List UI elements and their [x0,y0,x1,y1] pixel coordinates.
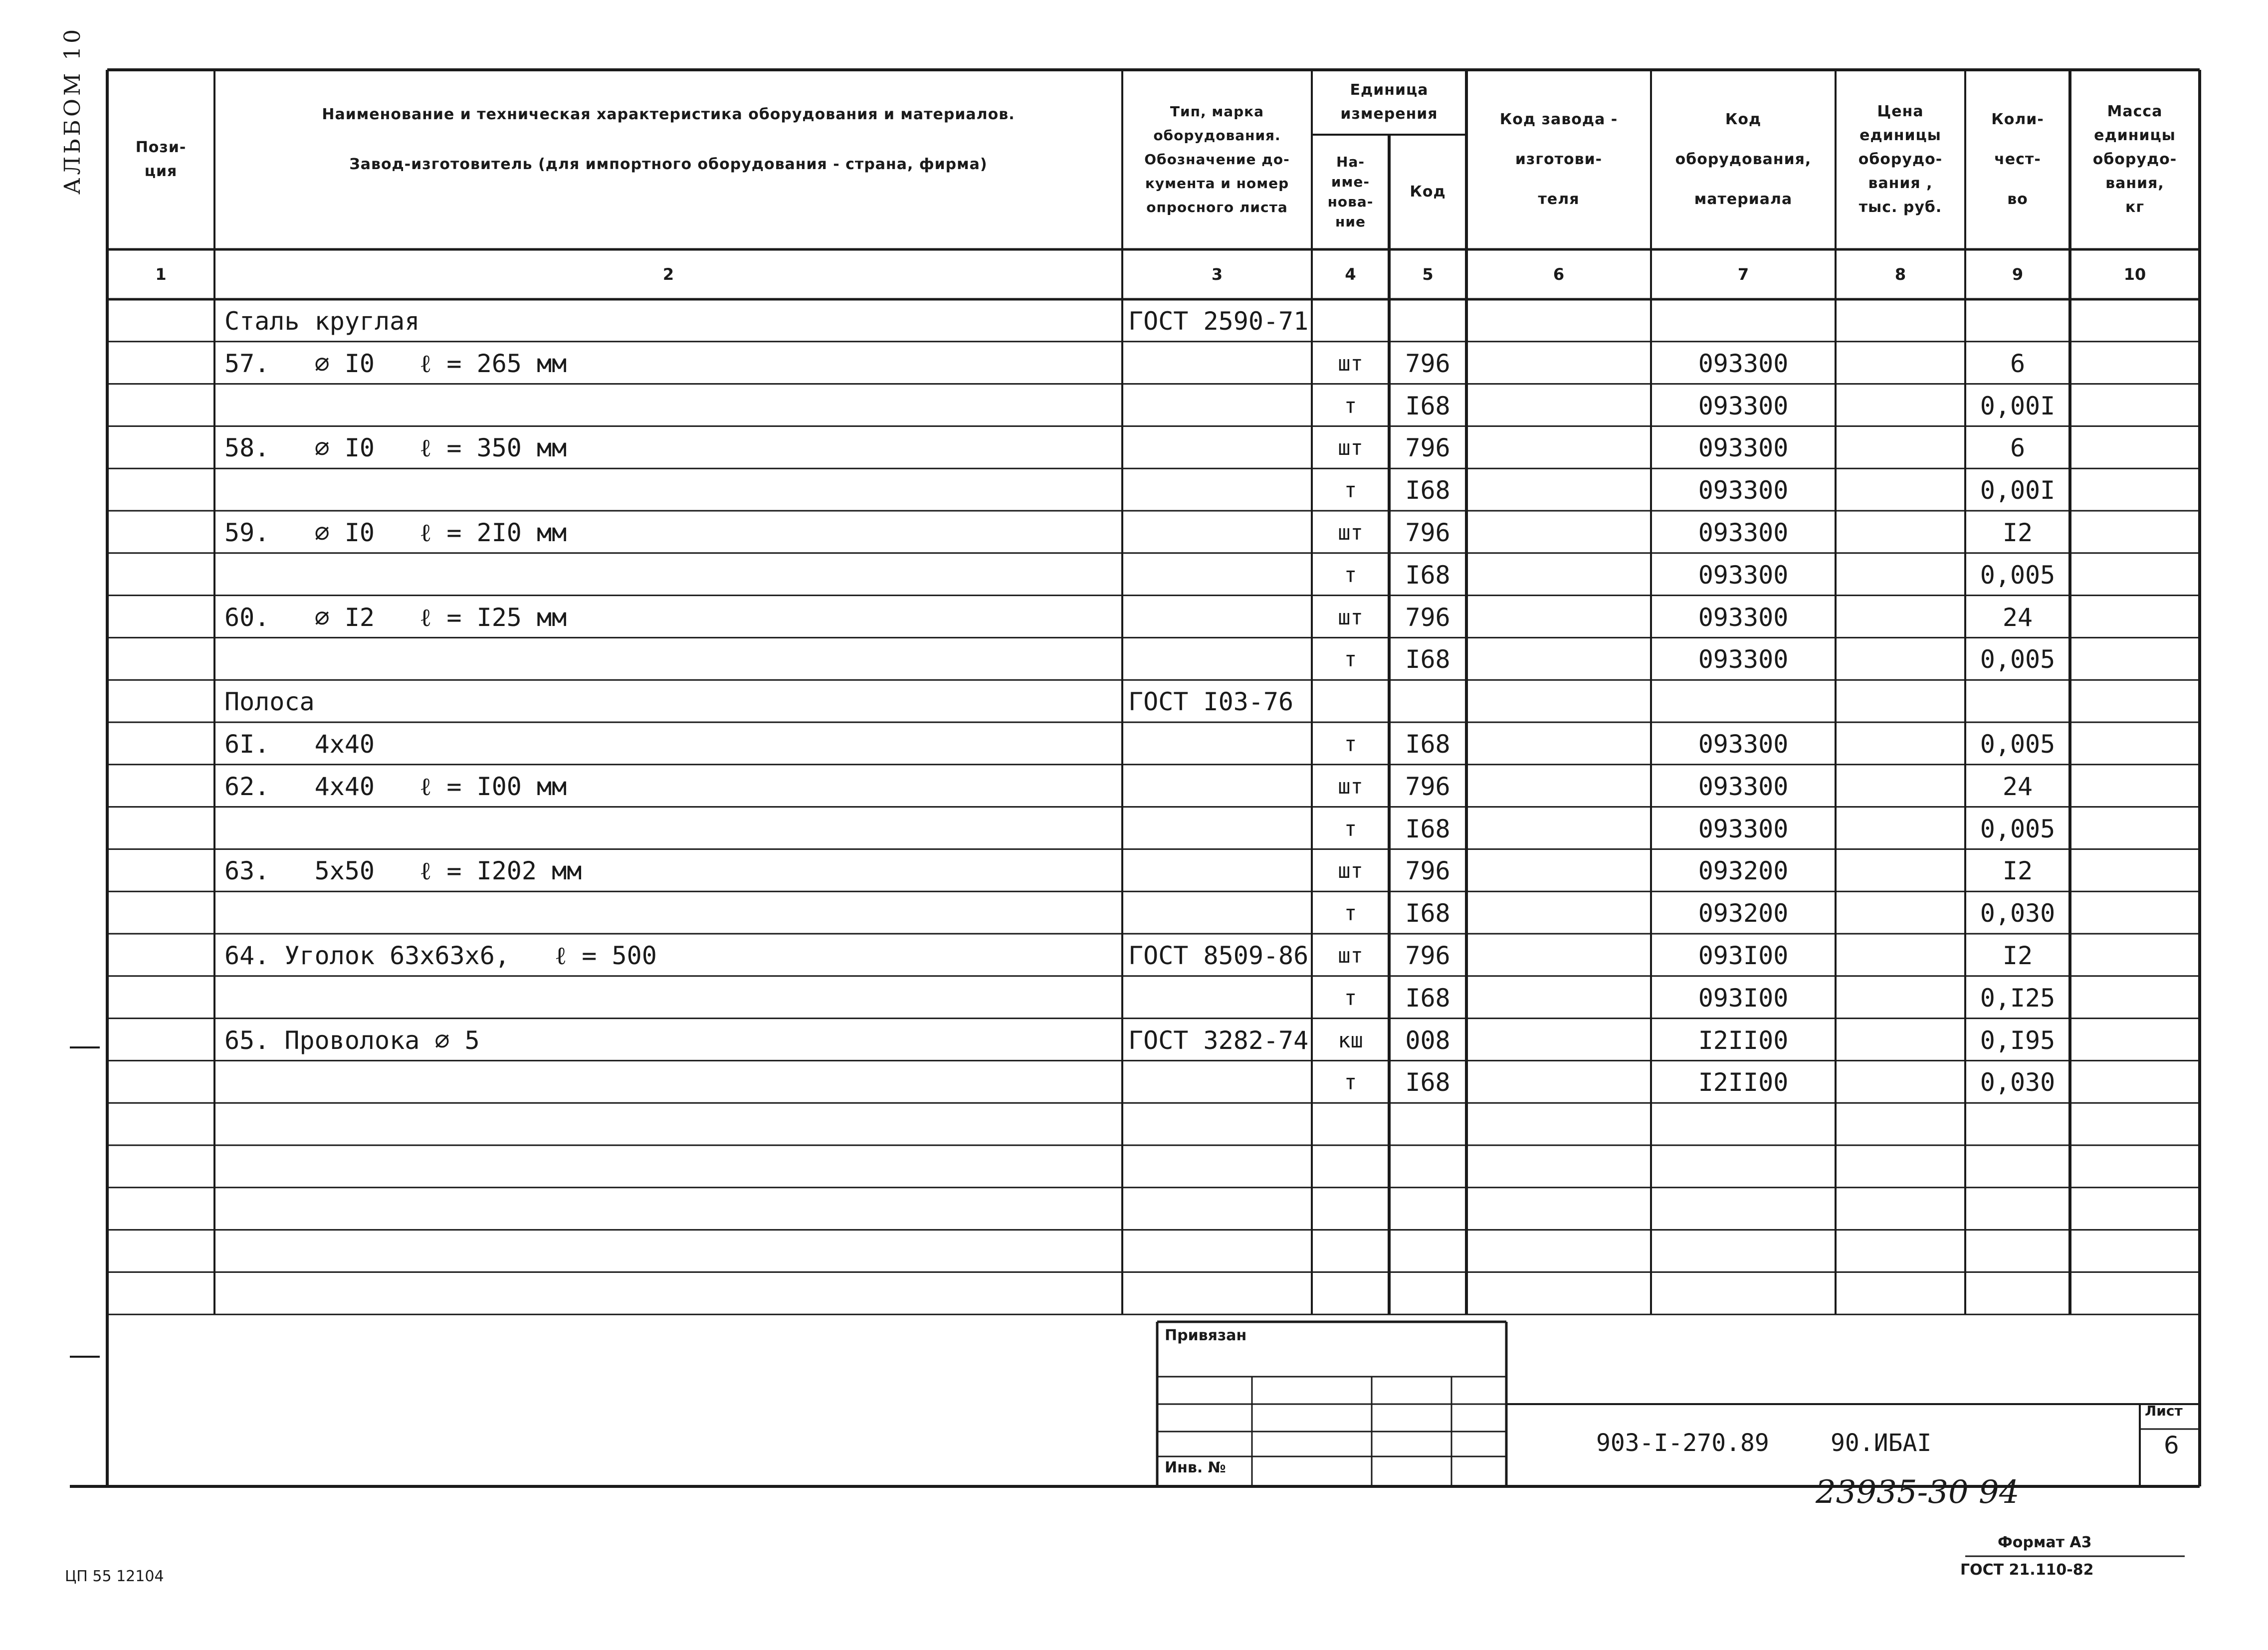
inventory-label: Инв. № [1165,1459,1226,1476]
table-row [0,807,2268,849]
item-unit: шт [1338,858,1363,883]
item-quantity: 6 [2010,349,2026,378]
item-material-code: 093300 [1698,476,1789,505]
item-material-code: 093200 [1698,856,1789,886]
item-quantity: I2 [2002,856,2033,886]
item-quantity: 0,I95 [1980,1026,2056,1055]
table-row [0,1060,2268,1103]
item-name: 58. ∅ I0 ℓ = 350 мм [224,433,567,463]
table-row [0,1019,2268,1061]
column-number: 2 [662,265,674,284]
table-row [0,891,2268,934]
item-name: 64. Уголок 63x63x6, ℓ = 500 [224,941,657,970]
column-number: 10 [2123,265,2146,284]
item-unit-code: 796 [1405,856,1450,886]
print-reference: ЦП 55 12104 [65,1568,164,1585]
item-name: 63. 5x50 ℓ = I202 мм [224,856,582,886]
table-row [0,680,2268,722]
header-price: Цена единицы оборудо- вания , тыс. руб. [1858,103,1943,216]
item-material-code: I2II00 [1698,1026,1789,1055]
table-row [0,384,2268,426]
header-unit-code: Код [1410,183,1446,201]
header-factory-code: Код завода - изготови- теля [1499,111,1618,208]
item-name: 6I. 4x40 [224,730,375,759]
item-unit: т [1344,478,1357,503]
table-row [0,342,2268,384]
item-unit-code: I68 [1405,645,1450,674]
item-quantity: 0,00I [1980,391,2056,420]
column-number: 4 [1345,265,1356,284]
item-unit: т [1344,393,1357,418]
item-quantity: 0,I25 [1980,983,2056,1013]
sheet-label: Лист [2145,1403,2183,1419]
album-code: 90.ИБАI [1831,1429,1932,1457]
item-material-code: 093I00 [1698,941,1789,970]
item-material-code: 093300 [1698,560,1789,590]
item-material-code: 093300 [1698,814,1789,843]
item-name: Полоса [224,687,315,717]
table-row [0,765,2268,807]
item-document: ГОСТ 3282-74 [1128,1026,1309,1055]
column-number: 6 [1553,265,1565,284]
header-mass: Масса единицы оборудо- вания, кг [2092,103,2177,216]
album-side-label: АЛЬБОМ 10 [60,26,85,195]
table-row [0,1103,2268,1145]
table-row [0,722,2268,765]
header-name-line2: Завод-изготовитель (для импортного оборудования - страна, фирма) [349,156,988,173]
table-row [0,1230,2268,1272]
table-row [0,976,2268,1019]
item-unit: т [1344,732,1357,756]
item-quantity: 0,00I [1980,476,2056,505]
header-unit-group: Единица измерения [1340,81,1438,123]
table-row [0,1145,2268,1188]
table-row [0,511,2268,553]
handwritten-number: 23935-30 94 [1816,1474,2020,1511]
item-quantity: 0,005 [1980,814,2056,843]
item-material-code: 093300 [1698,603,1789,632]
item-unit: шт [1338,605,1363,629]
column-number: 3 [1211,265,1223,284]
item-unit-code: I68 [1405,730,1450,759]
item-name: 57. ∅ I0 ℓ = 265 мм [224,349,567,378]
item-unit: т [1344,647,1357,672]
item-material-code: 093300 [1698,518,1789,547]
item-unit: т [1344,901,1357,926]
sheet-number: 6 [2164,1432,2179,1459]
table-row [0,1272,2268,1314]
item-quantity: 0,030 [1980,1068,2056,1097]
item-unit-code: 796 [1405,772,1450,801]
item-document: ГОСТ 8509-86 [1128,941,1309,970]
item-unit: т [1344,562,1357,587]
header-quantity: Коли- чест- во [1991,111,2044,208]
item-unit-code: 796 [1405,603,1450,632]
item-name: 65. Проволока ∅ 5 [224,1026,480,1055]
item-unit-code: I68 [1405,814,1450,843]
header-name-line1: Наименование и техническая характеристика оборудования и материалов. [322,106,1015,123]
item-unit: т [1344,985,1357,1010]
item-material-code: 093200 [1698,899,1789,928]
item-unit: шт [1338,435,1363,460]
header-type-doc: Тип, марка оборудования. Обозначение до- кумента и номер опросного листа [1144,103,1290,215]
item-unit-code: I68 [1405,899,1450,928]
table-row [0,553,2268,596]
table-row [0,426,2268,468]
item-name: 60. ∅ I2 ℓ = I25 мм [224,603,567,632]
item-unit-code: 796 [1405,433,1450,463]
item-unit: кш [1338,1028,1363,1052]
item-unit-code: I68 [1405,983,1450,1013]
table-row [0,637,2268,680]
item-unit-code: 796 [1405,349,1450,378]
item-name: 62. 4x40 ℓ = I00 мм [224,772,567,801]
item-quantity: 24 [2002,603,2033,632]
item-material-code: 093300 [1698,730,1789,759]
header-material-code: Код оборудования, материала [1675,111,1812,208]
document-code: 903-I-270.89 [1596,1429,1769,1457]
item-quantity: 0,030 [1980,899,2056,928]
item-quantity: 0,005 [1980,645,2056,674]
item-unit-code: 796 [1405,941,1450,970]
item-quantity: I2 [2002,941,2033,970]
item-unit-code: 008 [1405,1026,1450,1055]
item-name: Сталь круглая [224,307,420,336]
item-unit: т [1344,816,1357,841]
item-unit: шт [1338,520,1363,545]
item-unit-code: I68 [1405,476,1450,505]
bound-label: Привязан [1165,1327,1247,1344]
item-quantity: I2 [2002,518,2033,547]
item-quantity: 0,005 [1980,560,2056,590]
item-unit: шт [1338,774,1363,799]
item-unit: шт [1338,943,1363,968]
item-unit-code: I68 [1405,391,1450,420]
table-row [0,849,2268,891]
format-label: Формат А3 [1998,1534,2092,1551]
column-number: 7 [1737,265,1749,284]
column-number: 5 [1422,265,1434,284]
table-row [0,1188,2268,1230]
item-material-code: 093I00 [1698,983,1789,1013]
item-material-code: 093300 [1698,349,1789,378]
item-quantity: 24 [2002,772,2033,801]
item-unit-code: I68 [1405,1068,1450,1097]
item-unit: шт [1338,351,1363,376]
item-quantity: 0,005 [1980,730,2056,759]
item-document: ГОСТ 2590-71 [1128,307,1309,336]
item-unit-code: I68 [1405,560,1450,590]
table-row [0,934,2268,976]
table-row [0,468,2268,511]
gost-label: ГОСТ 21.110-82 [1960,1561,2094,1579]
item-material-code: 093300 [1698,772,1789,801]
table-row [0,299,2268,342]
item-quantity: 6 [2010,433,2026,463]
item-document: ГОСТ I03-76 [1128,687,1294,717]
item-unit: т [1344,1070,1357,1095]
item-name: 59. ∅ I0 ℓ = 2I0 мм [224,518,567,547]
item-material-code: 093300 [1698,433,1789,463]
item-material-code: 093300 [1698,391,1789,420]
header-position: Пози- ция [135,139,187,180]
table-row [0,596,2268,638]
header-unit-name: На- име- нова- ние [1327,154,1374,230]
item-material-code: 093300 [1698,645,1789,674]
column-number: 9 [2012,265,2024,284]
column-number: 1 [155,265,167,284]
item-material-code: I2II00 [1698,1068,1789,1097]
column-number: 8 [1894,265,1906,284]
item-unit-code: 796 [1405,518,1450,547]
